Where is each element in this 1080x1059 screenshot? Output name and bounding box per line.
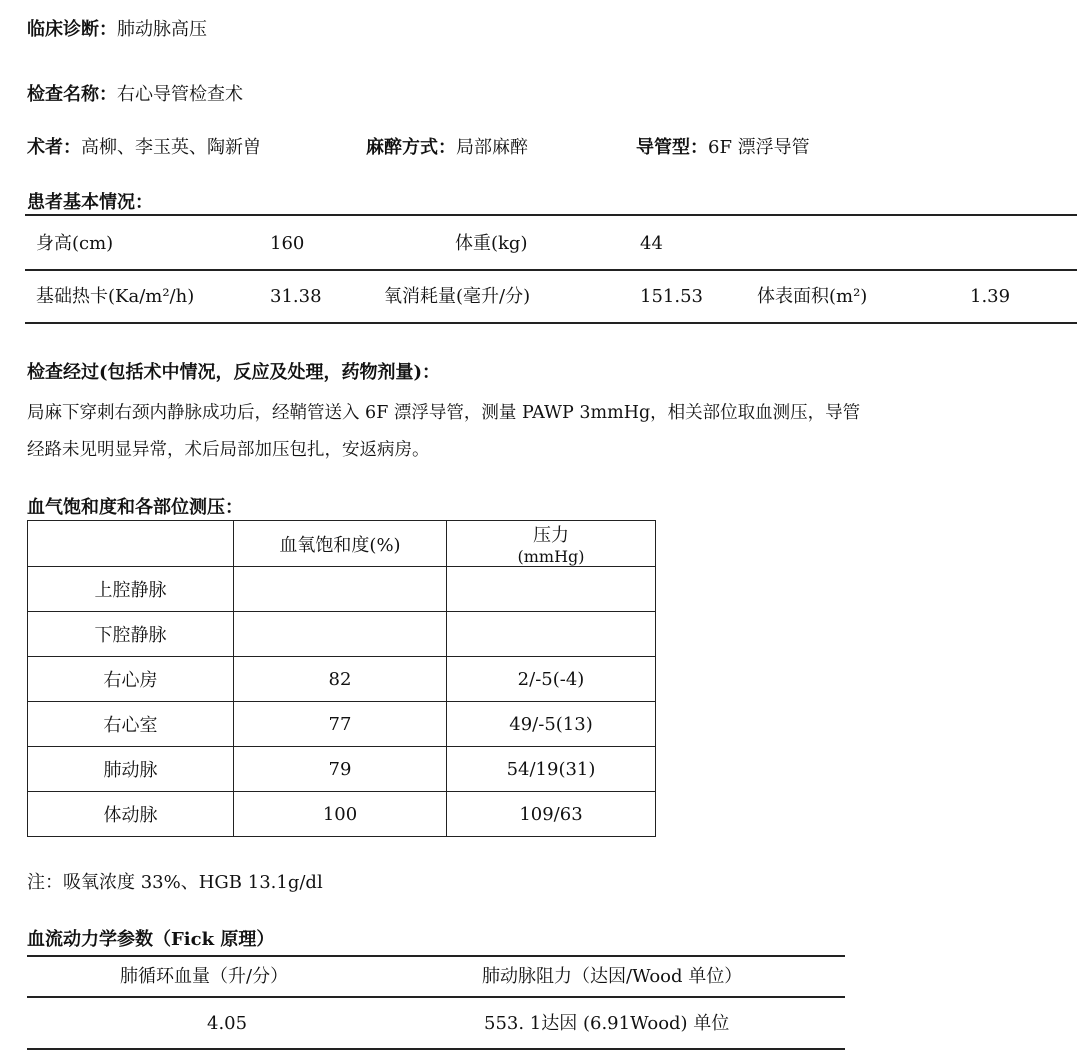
anesthesia — [366, 137, 528, 159]
exam-line — [27, 84, 243, 106]
cell-pressure — [447, 612, 656, 657]
table-row — [28, 747, 656, 792]
bmr-label: 基础热卡(Ka/m²/h) — [36, 286, 195, 307]
bsa-value: 1.39 — [970, 286, 1011, 307]
cell-sat: 77 — [234, 702, 447, 747]
procedure-text-line: 经路未见明显异常，术后局部加压包扎，安返病房。 — [27, 440, 430, 460]
table-note: 注：吸氧浓度 33%、HGB 13.1g/dl — [27, 872, 323, 893]
operators-value: 高柳、李玉英、陶新曽 — [81, 137, 261, 158]
table-row — [28, 792, 656, 837]
divider — [25, 322, 1077, 324]
cell-sat: 100 — [234, 792, 447, 837]
cell-pressure: 49/-5(13) — [447, 702, 656, 747]
cell-sat: 82 — [234, 657, 447, 702]
table-row — [28, 612, 656, 657]
weight-value: 44 — [640, 233, 663, 254]
weight-label: 体重(kg) — [455, 233, 528, 254]
divider — [27, 955, 845, 957]
table-row — [28, 567, 656, 612]
header-cell — [28, 521, 234, 567]
cell-sat: 79 — [234, 747, 447, 792]
procedure-heading: 检查经过(包括术中情况，反应及处理，药物剂量)： — [27, 362, 441, 383]
cell-site: 下腔静脉 — [28, 612, 234, 657]
flow-header: 肺循环血量（升/分） — [120, 966, 289, 987]
hemodynamics-heading: 血流动力学参数（Fick 原理） — [27, 929, 275, 950]
pressure-header: 压力 — [533, 525, 569, 546]
cell-sat — [234, 612, 447, 657]
header-cell — [447, 521, 656, 567]
diagnosis-line — [27, 19, 207, 41]
flow-value: 4.05 — [207, 1013, 248, 1034]
catheter — [636, 137, 810, 159]
cell-site: 右心房 — [28, 657, 234, 702]
cell-site: 右心室 — [28, 702, 234, 747]
operators-line — [27, 137, 261, 159]
cell-pressure — [447, 567, 656, 612]
cell-site: 体动脉 — [28, 792, 234, 837]
anesthesia-value: 局部麻醉 — [456, 137, 528, 158]
cell-pressure: 2/-5(-4) — [447, 657, 656, 702]
saturation-heading: 血气饱和度和各部位测压： — [27, 497, 243, 518]
cell-site: 上腔静脉 — [28, 567, 234, 612]
resistance-header: 肺动脉阻力（达因/Wood 单位） — [482, 966, 743, 987]
catheter-label: 导管型： — [636, 137, 708, 158]
table-row — [28, 702, 656, 747]
height-value: 160 — [270, 233, 305, 254]
anesthesia-label: 麻醉方式： — [366, 137, 456, 158]
saturation-table — [27, 520, 656, 837]
patient-heading: 患者基本情况： — [27, 192, 153, 213]
exam-value: 右心导管检查术 — [117, 84, 243, 105]
divider — [27, 1048, 845, 1050]
resistance-value: 553. 1达因 (6.91Wood) 单位 — [484, 1013, 730, 1034]
pressure-unit: (mmHg) — [517, 547, 585, 566]
diagnosis-value: 肺动脉高压 — [117, 19, 207, 40]
cell-pressure: 54/19(31) — [447, 747, 656, 792]
operators-label: 术者： — [27, 137, 81, 158]
header-cell: 血氧饱和度(%) — [234, 521, 447, 567]
divider — [27, 996, 845, 998]
table-header-row — [28, 521, 656, 567]
divider — [25, 214, 1077, 216]
o2-value: 151.53 — [640, 286, 703, 307]
bmr-value: 31.38 — [270, 286, 322, 307]
o2-label: 氧消耗量(毫升/分) — [384, 286, 531, 307]
exam-label: 检查名称： — [27, 84, 117, 105]
diagnosis-label: 临床诊断： — [27, 19, 117, 40]
catheter-value: 6F 漂浮导管 — [708, 137, 810, 158]
table-row — [28, 657, 656, 702]
bsa-label: 体表面积(m²) — [757, 286, 868, 307]
cell-site: 肺动脉 — [28, 747, 234, 792]
divider — [25, 269, 1077, 271]
height-label: 身高(cm) — [36, 233, 114, 254]
procedure-text-line: 局麻下穿刺右颈内静脉成功后，经鞘管送入 6F 漂浮导管，测量 PAWP 3mmHg，相关部位取血测压，导管 — [27, 403, 861, 423]
cell-sat — [234, 567, 447, 612]
cell-pressure: 109/63 — [447, 792, 656, 837]
